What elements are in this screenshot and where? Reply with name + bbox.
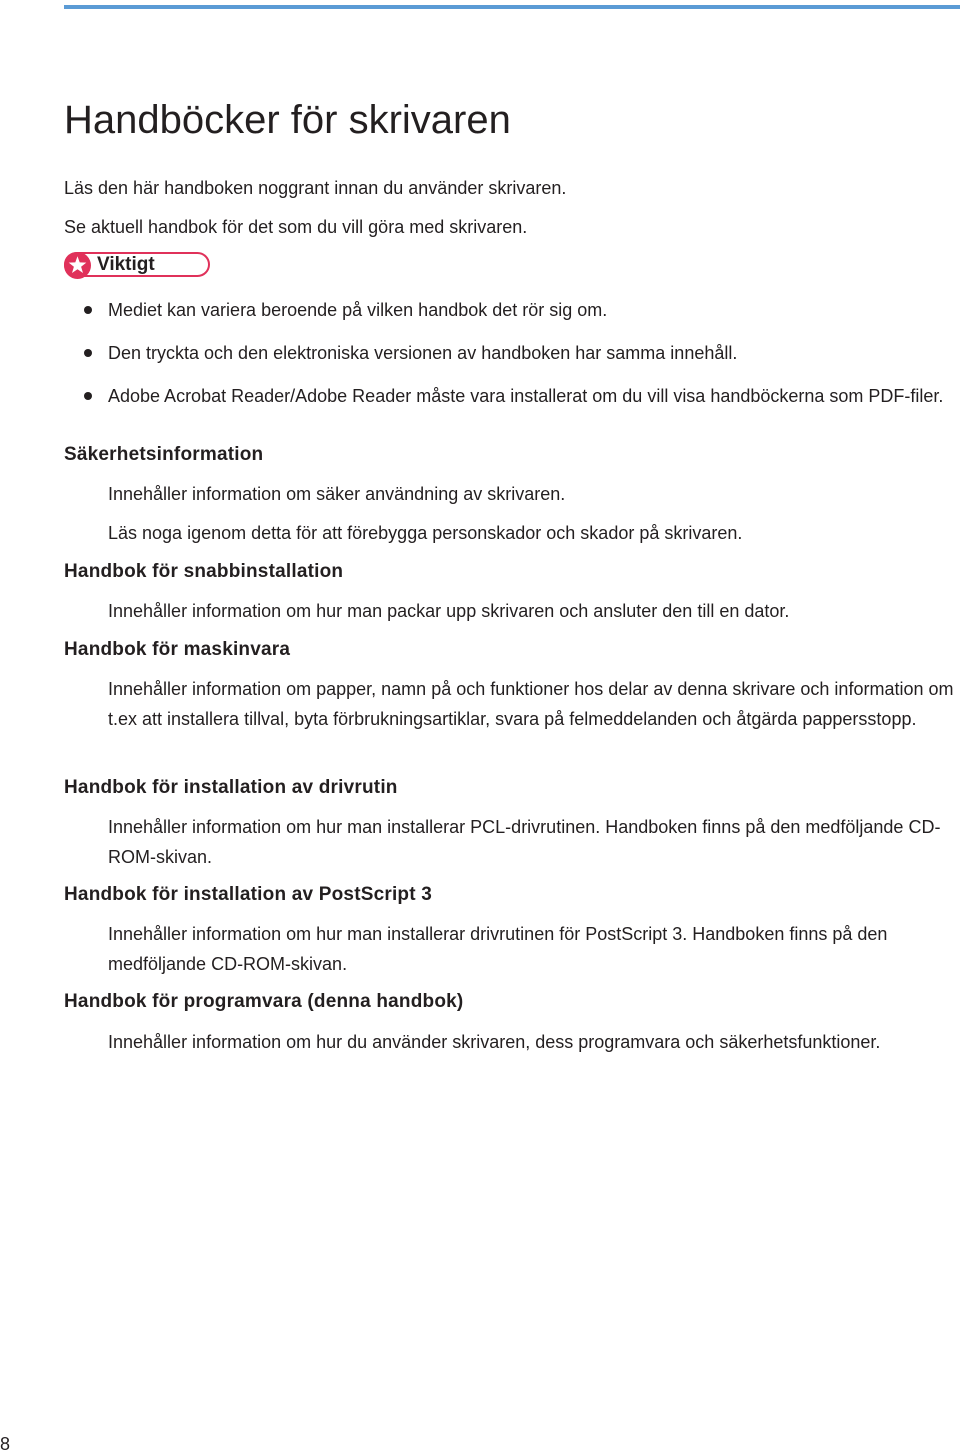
list-item-text: Mediet kan variera beroende på vilken handbok det rör sig om. [108,300,608,320]
section-description: Innehåller information om papper, namn på och funktioner hos delar av denna skrivare och information om t.ex att installera tillval, byta förbrukningsartiklar, svara på felmeddelanden och åtgärda pappersstopp. [108,679,954,729]
important-badge [64,252,210,277]
list-item-text: Adobe Acrobat Reader/Adobe Reader måste vara installerat om du vill visa handböckerna som PDF-filer. [108,386,944,406]
intro-text: Läs den här handboken noggrant innan du använder skrivaren. [64,178,567,198]
section-description: Innehåller information om hur man packar upp skrivaren och ansluter den till en dator. [108,601,790,621]
intro-text: Se aktuell handbok för det som du vill göra med skrivaren. [64,217,528,237]
section-description: Innehåller information om hur man installerar drivrutinen för PostScript 3. Handboken finns på den medföljande CD-ROM-skivan. [108,924,888,974]
section-heading: Handbok för programvara (denna handbok) [64,991,464,1012]
section-description: Läs noga igenom detta för att förebygga personskador och skador på skrivaren. [108,523,743,543]
bullet-icon [84,392,92,400]
list-item [64,339,954,367]
important-label: Viktigt [97,254,155,275]
header-rule [64,5,960,9]
section-description: Innehåller information om hur man installerar PCL-drivrutinen. Handboken finns på den medföljande CD-ROM-skivan. [108,817,941,867]
star-icon [64,252,91,279]
bullet-icon [84,349,92,357]
page-number: 8 [0,1434,11,1454]
section-heading: Handbok för maskinvara [64,639,291,660]
section-heading: Handbok för installation av drivrutin [64,777,398,798]
section-heading: Handbok för installation av PostScript 3 [64,884,433,905]
section-heading: Säkerhetsinformation [64,444,264,465]
list-item [64,296,954,324]
list-item [64,382,954,410]
section-description: Innehåller information om hur du använder skrivaren, dess programvara och säkerhetsfunktioner. [108,1032,881,1052]
section-heading: Handbok för snabbinstallation [64,561,344,582]
bullet-icon [84,306,92,314]
list-item-text: Den tryckta och den elektroniska versionen av handboken har samma innehåll. [108,343,738,363]
important-list [64,296,954,425]
page-title: Handböcker för skrivaren [64,98,511,142]
section-description: Innehåller information om säker användning av skrivaren. [108,484,566,504]
